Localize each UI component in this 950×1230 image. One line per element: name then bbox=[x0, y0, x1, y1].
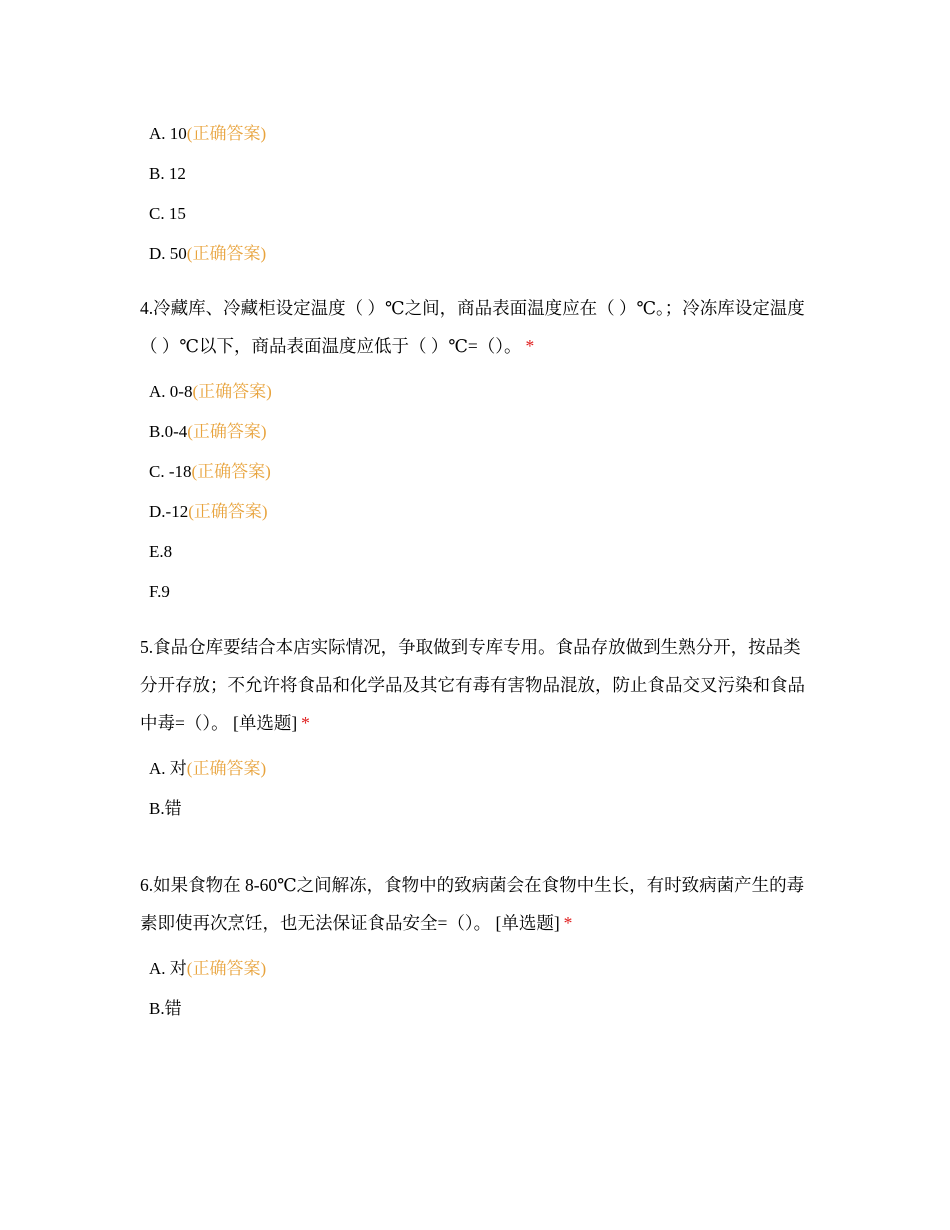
correct-answer-tag: (正确答案) bbox=[186, 759, 267, 778]
required-mark: * bbox=[563, 913, 573, 933]
q5-question-text: 5.食品仓库要结合本店实际情况，争取做到专库专用。食品存放做到生熟分开，按品类分开存放；不允许将食品和化学品及其它有毒有害物品混放，防止食品交叉污染和食品中毒=（）。 [单选题] * bbox=[140, 637, 805, 733]
correct-answer-tag: (正确答案) bbox=[192, 382, 272, 401]
q3-option-a: A. 10(正确答案) bbox=[149, 124, 267, 143]
q6-question-text: 6.如果食物在 8-60℃之间解冻，食物中的致病菌会在食物中生长，有时致病菌产生的毒素即使再次烹饪，也无法保证食品安全=（）。 [单选题] * bbox=[140, 875, 805, 933]
q6-option-b: B.错 bbox=[149, 999, 182, 1018]
q4-question-text: 4.冷藏库、冷藏柜设定温度（ ）℃之间，商品表面温度应在（ ）℃。；冷冻库设定温度（ ）℃以下，商品表面温度应低于（ ）℃=（）。 * bbox=[140, 298, 805, 356]
q4-option-f: F.9 bbox=[149, 582, 170, 601]
required-mark: * bbox=[301, 713, 310, 733]
q4-option-a: A. 0-8(正确答案) bbox=[149, 382, 272, 401]
q3-option-b: B. 12 bbox=[149, 164, 186, 183]
q3-option-d: D. 50(正确答案) bbox=[149, 244, 267, 263]
correct-answer-tag: (正确答案) bbox=[186, 959, 267, 978]
correct-answer-tag: (正确答案) bbox=[187, 422, 267, 441]
q4-option-b: B.0-4(正确答案) bbox=[149, 422, 267, 441]
q5-option-a: A. 对(正确答案) bbox=[149, 759, 267, 778]
q6-option-a: A. 对(正确答案) bbox=[149, 959, 267, 978]
q4-option-c: C. -18(正确答案) bbox=[149, 462, 271, 481]
required-mark: * bbox=[525, 336, 535, 356]
correct-answer-tag: (正确答案) bbox=[186, 244, 267, 263]
correct-answer-tag: (正确答案) bbox=[186, 124, 267, 143]
q4-option-e: E.8 bbox=[149, 542, 173, 561]
correct-answer-tag: (正确答案) bbox=[188, 502, 268, 521]
q4-option-d: D.-12(正确答案) bbox=[149, 502, 268, 521]
q5-option-b: B.错 bbox=[149, 799, 182, 818]
q3-option-c: C. 15 bbox=[149, 204, 186, 223]
correct-answer-tag: (正确答案) bbox=[191, 462, 271, 481]
